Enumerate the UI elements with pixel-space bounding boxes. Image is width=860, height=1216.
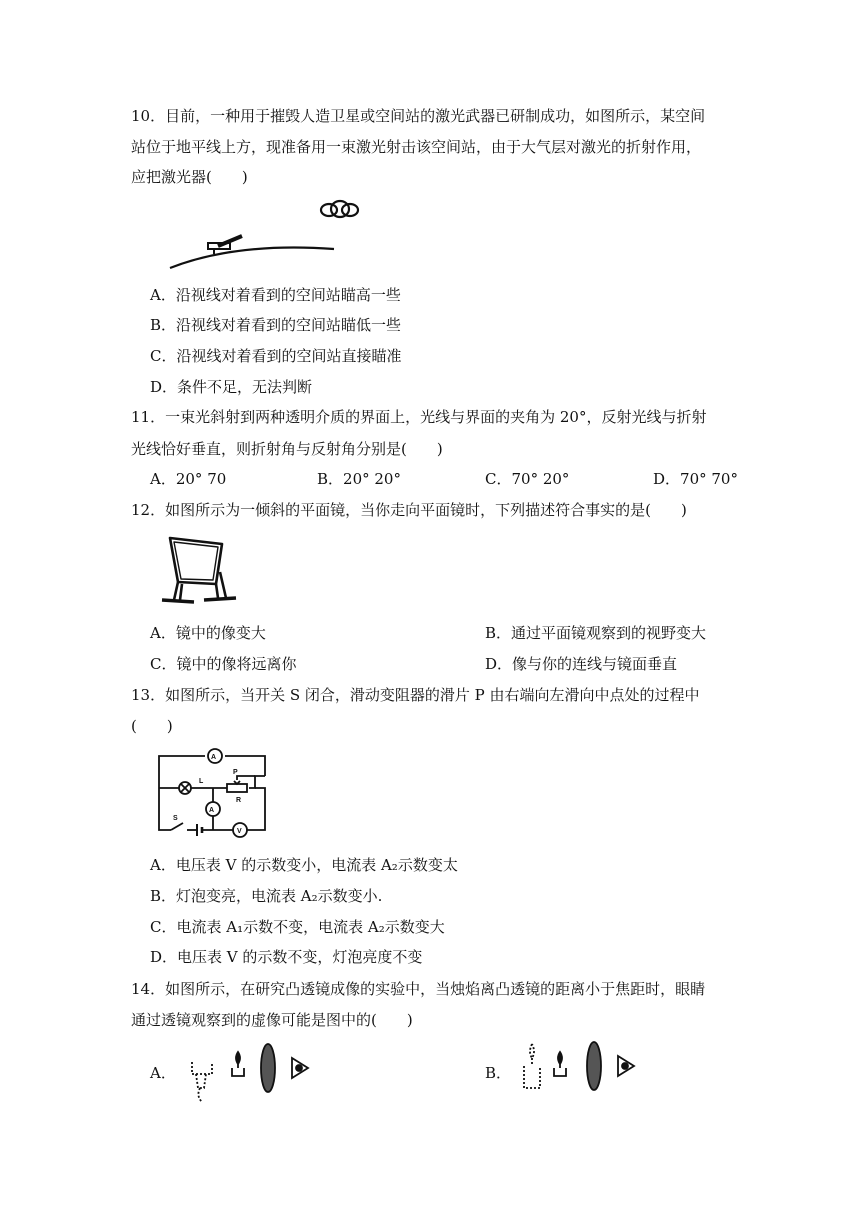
q13-option-b: B．灯泡变亮，电流表 A₂示数变小. <box>150 887 383 905</box>
q10-option-b: B．沿视线对着看到的空间站瞄低一些 <box>150 316 402 334</box>
eye-icon <box>292 1058 308 1078</box>
candle-icon <box>232 1052 244 1076</box>
ammeter-a1-label: A <box>209 807 215 814</box>
virtual-image-candle-icon <box>192 1062 212 1102</box>
q11-option-a: A．20° 70 <box>150 470 227 488</box>
q10-figure-laser-station <box>166 192 366 274</box>
candle-icon <box>554 1052 566 1076</box>
q11-option-c: C．70° 20° <box>485 470 570 488</box>
q12-figure-tilted-mirror <box>156 532 240 608</box>
q14-option-b: B． <box>485 1064 512 1082</box>
q11-stem-line1: 11．一束光斜射到两种透明介质的界面上，光线与界面的夹角为 20°，反射光线与折射 <box>131 408 707 426</box>
q12-option-a: A．镜中的像变大 <box>150 624 266 642</box>
q14-stem-line2: 通过透镜观察到的虚像可能是图中的( ) <box>131 1011 413 1029</box>
space-station-icon <box>321 201 358 217</box>
q13-stem-line1: 13．如图所示，当开关 S 闭合，滑动变阻器的滑片 P 由右端向左滑向中点处的过程中 <box>131 686 700 704</box>
q14-option-a: A． <box>150 1064 176 1082</box>
q13-stem-line2: ( ) <box>131 717 173 735</box>
horizon-curve <box>170 248 334 268</box>
q13-option-c: C．电流表 A₁示数不变，电流表 A₂示数变大 <box>150 918 445 936</box>
lamp-label: L <box>199 778 204 785</box>
ammeter-a2-label: A <box>211 754 217 761</box>
q10-option-d: D．条件不足，无法判断 <box>150 378 313 396</box>
rheostat-label: R <box>236 797 242 804</box>
q12-option-c: C．镜中的像将远离你 <box>150 655 297 673</box>
q13-figure-circuit <box>153 740 271 838</box>
q10-option-c: C．沿视线对着看到的空间站直接瞄准 <box>150 347 402 365</box>
q14-stem-line1: 14．如图所示，在研究凸透镜成像的实验中，当烛焰离凸透镜的距离小于焦距时，眼睛 <box>131 980 706 998</box>
q12-option-d: D．像与你的连线与镜面垂直 <box>485 655 678 673</box>
switch-label: S <box>173 815 178 822</box>
q10-stem-line2: 站位于地平线上方，现准备用一束激光射击该空间站，由于大气层对激光的折射作用， <box>131 138 702 156</box>
q13-option-a: A．电压表 V 的示数变小，电流表 A₂示数变太 <box>150 856 458 874</box>
q12-stem-line1: 12．如图所示为一倾斜的平面镜，当你走向平面镜时，下列描述符合事实的是( ) <box>131 501 687 519</box>
convex-lens-icon <box>587 1042 601 1090</box>
q10-stem-line1: 10．目前，一种用于摧毁人造卫星或空间站的激光武器已研制成功，如图所示，某空间 <box>131 107 706 125</box>
convex-lens-icon <box>261 1044 275 1092</box>
q13-option-d: D．电压表 V 的示数不变，灯泡亮度不变 <box>150 948 423 966</box>
q12-option-b: B．通过平面镜观察到的视野变大 <box>485 624 707 642</box>
eye-icon <box>618 1056 634 1076</box>
q14-figure-a <box>186 1040 316 1106</box>
q11-option-d: D．70° 70° <box>653 470 738 488</box>
q14-figure-b <box>520 1040 650 1106</box>
q10-stem-line3: 应把激光器( ) <box>131 168 248 186</box>
virtual-image-candle-icon <box>524 1044 540 1088</box>
q11-option-b: B．20° 20° <box>317 470 401 488</box>
q11-stem-line2: 光线恰好垂直，则折射角与反射角分别是( ) <box>131 440 443 458</box>
voltmeter-label: V <box>237 828 242 835</box>
q10-option-a: A．沿视线对着看到的空间站瞄高一些 <box>150 286 401 304</box>
slider-label: P <box>233 769 238 776</box>
